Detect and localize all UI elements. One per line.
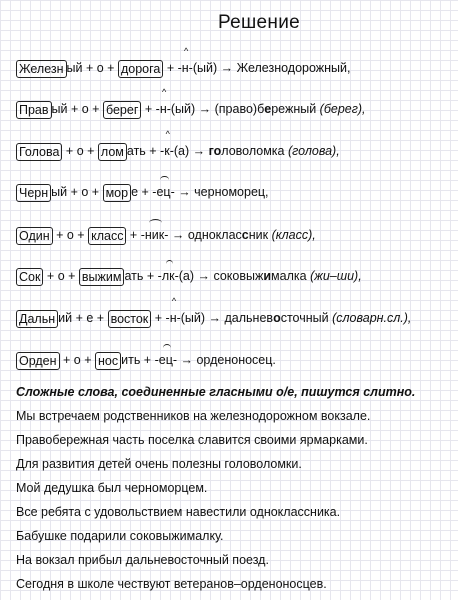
page-title: Решение — [218, 12, 300, 33]
root-box: берег — [103, 101, 141, 119]
example-sentence: Бабушке подарили соковыжималку. — [16, 529, 224, 543]
root-box: лом — [98, 143, 127, 161]
example-sentence: Мой дедушка был черноморцем. — [16, 481, 208, 495]
highlighted-vowel: о — [273, 311, 281, 325]
word-formation-row: Один + о + класс + - ник- → одноклассник (класс), — [16, 224, 316, 246]
suffix-arc-icon — [149, 219, 162, 227]
root-box: выжим — [79, 268, 125, 286]
root-box: Сок — [16, 268, 43, 286]
word-formation-row: Прав ый + о + берег + - ^ н-(ый) → (право)бережный (берег), — [16, 98, 366, 120]
check-word: (словарн.сл.), — [332, 311, 412, 325]
suffix-mark: ец — [159, 349, 173, 371]
word-formation-row: Черн ый + о + мор е + - ец- → черноморец, — [16, 181, 269, 203]
highlighted-vowel: о — [213, 144, 222, 158]
root-box: нос — [95, 352, 121, 370]
root-box: Прав — [16, 101, 52, 119]
suffix-caret-icon: ^ — [161, 87, 167, 97]
root-box: Один — [16, 227, 53, 245]
example-sentence: На вокзал прибыл дальневосточный поезд. — [16, 553, 269, 567]
word-formation-row: Сок + о + выжим ать + - лк-(а) → соковыжималка (жи–ши), — [16, 265, 362, 287]
root-box: Орден — [16, 352, 60, 370]
highlighted-vowel: и — [263, 269, 272, 283]
check-word: (голова), — [287, 144, 340, 158]
suffix-mark: лк — [162, 265, 175, 287]
suffix-mark: ник — [145, 224, 164, 246]
word-formation-row: Орден + о + нос ить + - ец- → орденоносец. — [16, 349, 276, 371]
suffix-arc-icon — [166, 260, 173, 268]
example-sentence: Правобережная часть поселка славится своими ярмарками. — [16, 433, 368, 447]
root-box: Черн — [16, 184, 51, 202]
highlighted-vowel: е — [264, 102, 272, 116]
suffix-arc-icon — [163, 344, 171, 352]
root-box: восток — [108, 310, 152, 328]
example-sentence: Для развития детей очень полезны головоломки. — [16, 457, 302, 471]
root-box: Дальн — [16, 310, 58, 328]
check-word: (берег), — [319, 102, 366, 116]
root-box: дорога — [118, 60, 163, 78]
suffix-caret-icon: ^ — [183, 46, 189, 56]
suffix-mark: ^ к — [164, 129, 170, 158]
suffix-mark: ^ н — [169, 296, 177, 325]
highlighted-vowel: с — [241, 228, 249, 242]
word-formation-row: Дальн ий + е + восток + - ^ н-(ый) → дальневосточный (словарн.сл.), — [16, 307, 411, 329]
suffix-mark: ^ н — [159, 87, 167, 116]
example-sentence: Все ребята с удовольствием навестили одноклассника. — [16, 505, 341, 519]
root-box: Голова — [16, 143, 62, 161]
suffix-mark: ^ н — [181, 46, 189, 75]
suffix-mark: ец — [156, 181, 170, 203]
check-word: (жи–ши), — [310, 269, 362, 283]
suffix-caret-icon: ^ — [171, 296, 177, 306]
example-sentence: Сегодня в школе чествуют ветеранов–орденоносцев. — [16, 577, 327, 591]
word-formation-row: Железн ый + о + дорога + - ^ н-(ый) → Железнодорожный, — [16, 57, 351, 79]
word-formation-row: Голова + о + лом ать + - ^ к-(а) → головоломка (голова), — [16, 140, 340, 162]
check-word: (класс), — [271, 228, 316, 242]
root-box: Железн — [16, 60, 67, 78]
root-box: класс — [88, 227, 126, 245]
example-sentence: Мы встречаем родственников на железнодорожном вокзале. — [16, 409, 371, 423]
spelling-rule: Сложные слова, соединенные гласными о/е, пишутся слитно. — [16, 385, 416, 399]
suffix-caret-icon: ^ — [165, 129, 170, 139]
suffix-arc-icon — [160, 176, 168, 184]
root-box: мор — [103, 184, 132, 202]
